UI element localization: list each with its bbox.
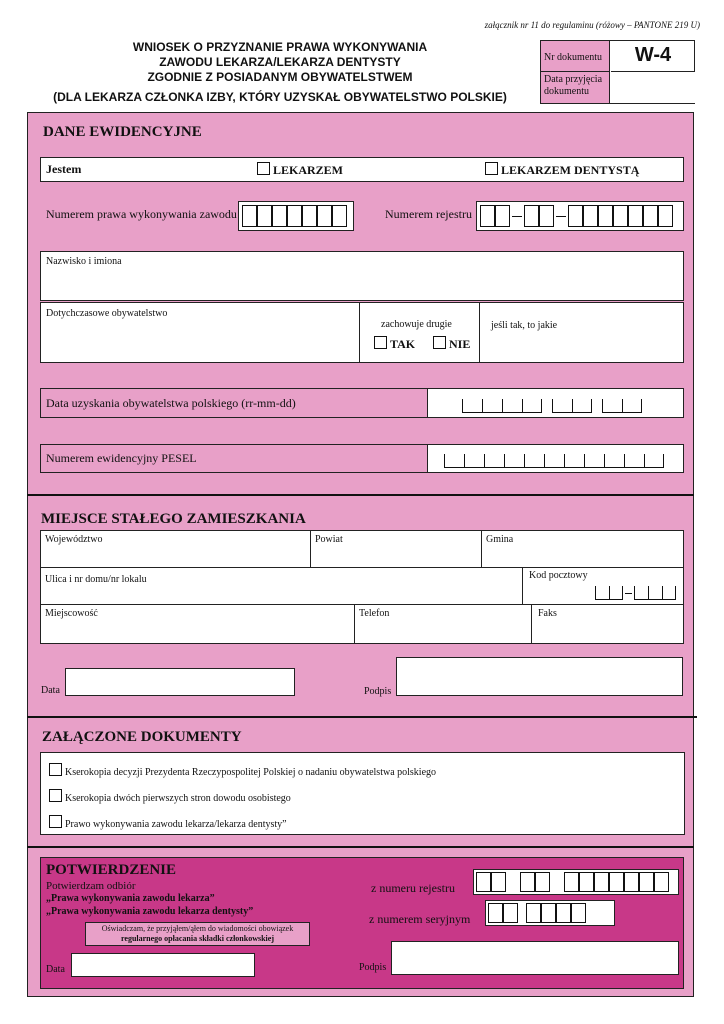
lekarzem-label: LEKARZEM [273, 163, 344, 177]
z-numeru-label: z numeru rejestru [371, 881, 455, 895]
z-numerem-seryjnym-label: z numerem seryjnym [369, 912, 471, 926]
title-line-2: ZAWODU LEKARZA/LEKARZA DENTYSTY [159, 55, 401, 69]
divider-2 [27, 716, 697, 718]
zalacznik-label-3: Prawo wykonywania zawodu lekarza/lekarza dentysty” [65, 819, 287, 830]
pesel-label: Numerem ewidencyjny PESEL [46, 451, 197, 465]
miejsce-data-label: Data [41, 685, 60, 696]
title-line-3: ZGODNIE Z POSIADANYM OBYWATELSTWEM [147, 70, 413, 84]
lekarzem-dentysta-label: LEKARZEM DENTYSTĄ [501, 163, 640, 177]
oswiadczenie-line-2: regularnego opłacania składki członkowskiej [121, 934, 274, 943]
zalaczone-list [40, 752, 685, 835]
potwierdzenie-data-field[interactable] [71, 953, 255, 977]
tak-option[interactable] [374, 336, 415, 352]
nie-label: NIE [449, 337, 471, 351]
nr-rejestru-field[interactable] [476, 201, 684, 231]
z-numeru-field[interactable] [473, 869, 679, 895]
tak-label: TAK [390, 337, 416, 351]
potwierdzenie-data-label: Data [46, 964, 65, 975]
zalacznik-item-3[interactable] [49, 815, 287, 830]
nie-option[interactable] [433, 336, 470, 352]
document-number-box [540, 40, 695, 104]
miejsce-podpis-label: Podpis [364, 686, 392, 697]
data-uzyskania-label: Data uzyskania obywatelstwa polskiego (rr-mm-dd) [46, 396, 296, 410]
z-numeru-digit-boxes [476, 872, 676, 892]
zachowuje-label: zachowuje drugie [381, 319, 452, 330]
faks-label: Faks [538, 608, 557, 619]
obywatelstwo-row [40, 302, 684, 363]
jestem-row [40, 157, 684, 182]
pesel-row [40, 444, 684, 473]
powiat-label: Powiat [315, 534, 343, 545]
lekarzem-option[interactable] [257, 162, 343, 178]
ulica-field[interactable] [41, 568, 523, 605]
obywatelstwo-divider-b [479, 303, 480, 362]
zalaczone-section-title: ZAŁĄCZONE DOKUMENTY [42, 729, 242, 745]
pesel-ticks [444, 454, 664, 468]
obywatelstwo-divider-a [359, 303, 360, 362]
divider-3 [27, 846, 694, 848]
wojewodztwo-field[interactable] [41, 531, 311, 568]
gmina-label: Gmina [486, 534, 514, 545]
telefon-label: Telefon [359, 608, 390, 619]
kod-pocztowy-field[interactable] [523, 568, 683, 605]
potwierdzenie-podpis-field[interactable] [391, 941, 679, 975]
lekarzem-dentysta-option[interactable] [485, 162, 639, 178]
annex-note: załącznik nr 11 do regulaminu (różowy – PANTONE 219 U) [484, 20, 700, 30]
data-uzyskania-row [40, 388, 684, 418]
nie-checkbox[interactable] [433, 336, 446, 349]
gmina-field[interactable] [482, 531, 683, 568]
data-uzyskania-field[interactable] [427, 389, 683, 417]
zalacznik-checkbox-3[interactable] [49, 815, 62, 828]
npwz-field[interactable] [238, 201, 354, 231]
potwierdzam-line: Potwierdzam odbiór [46, 880, 136, 892]
data-przyjecia-field[interactable] [611, 72, 695, 103]
miejscowosc-label: Miejscowość [45, 608, 98, 619]
form-title [30, 40, 530, 105]
kod-pocztowy-label: Kod pocztowy [529, 570, 588, 581]
miejsce-data-field[interactable] [65, 668, 295, 696]
divider-1 [27, 494, 694, 496]
lekarzem-dentysta-checkbox[interactable] [485, 162, 498, 175]
ulica-label: Ulica i nr domu/nr lokalu [45, 574, 147, 585]
potwierdzenie-podpis-label: Podpis [359, 962, 387, 973]
oswiadczenie-line-1: Oświadczam, że przyjąłem/ąłem do wiadomości obowiązek [101, 924, 294, 933]
dane-section-title: DANE EWIDENCYJNE [43, 124, 202, 140]
tak-checkbox[interactable] [374, 336, 387, 349]
nr-dokumentu-label: Nr dokumentu [541, 41, 610, 72]
zalacznik-checkbox-2[interactable] [49, 789, 62, 802]
nr-rejestru-label: Numerem rejestru [385, 207, 472, 221]
zalacznik-item-2[interactable] [49, 789, 291, 804]
prawo-dentysty-line: „Prawa wykonywania zawodu lekarza dentysty” [46, 906, 254, 917]
title-line-1: WNIOSEK O PRZYZNANIE PRAWA WYKONYWANIA [132, 40, 428, 54]
faks-field[interactable] [532, 605, 683, 643]
wojewodztwo-label: Województwo [45, 534, 103, 545]
powiat-field[interactable] [311, 531, 482, 568]
data-przyjecia-label: Data przyjęcia dokumentu [541, 72, 610, 103]
kod-ticks [595, 586, 676, 600]
pesel-field[interactable] [427, 445, 683, 472]
npwz-label: Numerem prawa wykonywania zawodu [46, 207, 237, 221]
miejsce-podpis-field[interactable] [396, 657, 683, 696]
telefon-field[interactable] [355, 605, 532, 643]
seryjny-digit-boxes [488, 903, 612, 923]
prawo-lekarza-line: „Prawa wykonywania zawodu lekarza” [46, 893, 215, 904]
potwierdzenie-title: POTWIERDZENIE [46, 862, 177, 878]
form-code: W-4 [611, 41, 695, 72]
nr-rejestru-digit-boxes [480, 205, 680, 227]
date-ticks [462, 399, 642, 413]
nazwisko-field[interactable] [40, 251, 684, 301]
npwz-digit-boxes [242, 205, 350, 227]
zalacznik-label-1: Kserokopia decyzji Prezydenta Rzeczypospolitej Polskiej o nadaniu obywatelstwa polskiego [65, 767, 437, 778]
nazwisko-label: Nazwisko i imiona [46, 256, 122, 267]
jestem-label: Jestem [46, 162, 82, 176]
title-line-4: (DLA LEKARZA CZŁONKA IZBY, KTÓRY UZYSKAŁ OBYWATELSTWO POLSKIE) [53, 90, 507, 104]
zalacznik-checkbox-1[interactable] [49, 763, 62, 776]
miejsce-section-title: MIEJSCE STAŁEGO ZAMIESZKANIA [41, 511, 306, 527]
miejscowosc-field[interactable] [41, 605, 355, 643]
z-numerem-seryjnym-field[interactable] [485, 900, 615, 926]
adres-grid [40, 530, 684, 644]
oswiadczenie-box [85, 922, 310, 946]
jesli-tak-label: jeśli tak, to jakie [491, 320, 558, 331]
lekarzem-checkbox[interactable] [257, 162, 270, 175]
dotychczasowe-label: Dotychczasowe obywatelstwo [46, 308, 168, 319]
potwierdzenie-panel [40, 857, 684, 989]
zalacznik-label-2: Kserokopia dwóch pierwszych stron dowodu osobistego [65, 793, 291, 804]
zalacznik-item-1[interactable] [49, 763, 436, 778]
